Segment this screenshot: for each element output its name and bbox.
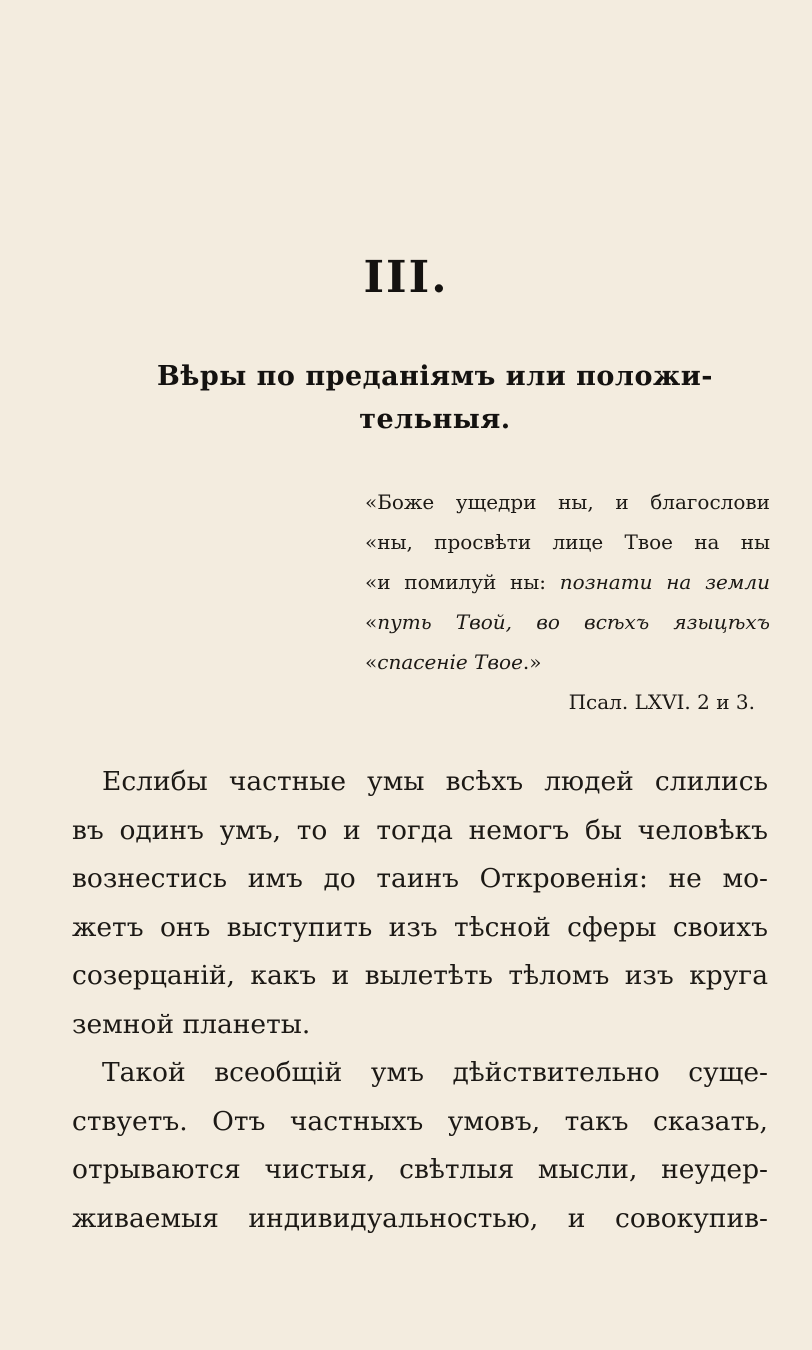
chapter-title-line: тельныя.: [359, 404, 511, 435]
body-line: отрываются чистыя, свѣтлыя мысли, неудер-: [72, 1154, 768, 1185]
body-line: Такой всеобщій умъ дѣйствительно суще-: [102, 1057, 768, 1088]
epigraph-text: «: [365, 610, 378, 634]
epigraph-italic-text: познати на земли: [559, 570, 771, 594]
epigraph-italic-text: спасеніе Твое: [377, 650, 523, 674]
epigraph-line: [365, 562, 770, 602]
chapter-title-line: Вѣры по преданіямъ или положи-: [157, 361, 713, 392]
body-line: земной планеты.: [72, 1008, 311, 1040]
body-line: ствуетъ. Отъ частныхъ умовъ, такъ сказать,: [72, 1105, 768, 1137]
epigraph-source: Псал. LXVI. 2 и 3.: [568, 690, 755, 714]
epigraph: [365, 482, 770, 722]
epigraph-line: [365, 602, 770, 642]
chapter-number: III.: [363, 252, 449, 303]
body-line: Еслибы частные умы всѣхъ людей слились: [102, 766, 768, 797]
body-line: созерцаній, какъ и вылетѣть тѣломъ изъ круга: [72, 960, 768, 991]
epigraph-line: [365, 642, 770, 682]
epigraph-text: «и помилуй ны:: [365, 570, 560, 594]
epigraph-italic-text: путь Твой, во всѣхъ языцѣхъ: [377, 610, 770, 634]
epigraph-line: «Боже ущедри ны, и благослови: [365, 490, 770, 514]
body-line: вознестись имъ до таинъ Откровенія: не мо-: [72, 863, 768, 894]
body-line: живаемыя индивидуальностью, и совокупив-: [72, 1202, 768, 1234]
body-line: въ одинъ умъ, то и тогда немогъ бы человѣкъ: [72, 814, 768, 846]
body-text: [72, 758, 768, 1243]
epigraph-text: «: [365, 650, 378, 674]
body-line: жетъ онъ выступить изъ тѣсной сферы своихъ: [72, 911, 768, 943]
epigraph-line: «ны, просвѣти лице Твое на ны: [365, 530, 770, 554]
epigraph-text: .»: [522, 650, 542, 674]
chapter-title: [110, 355, 760, 441]
